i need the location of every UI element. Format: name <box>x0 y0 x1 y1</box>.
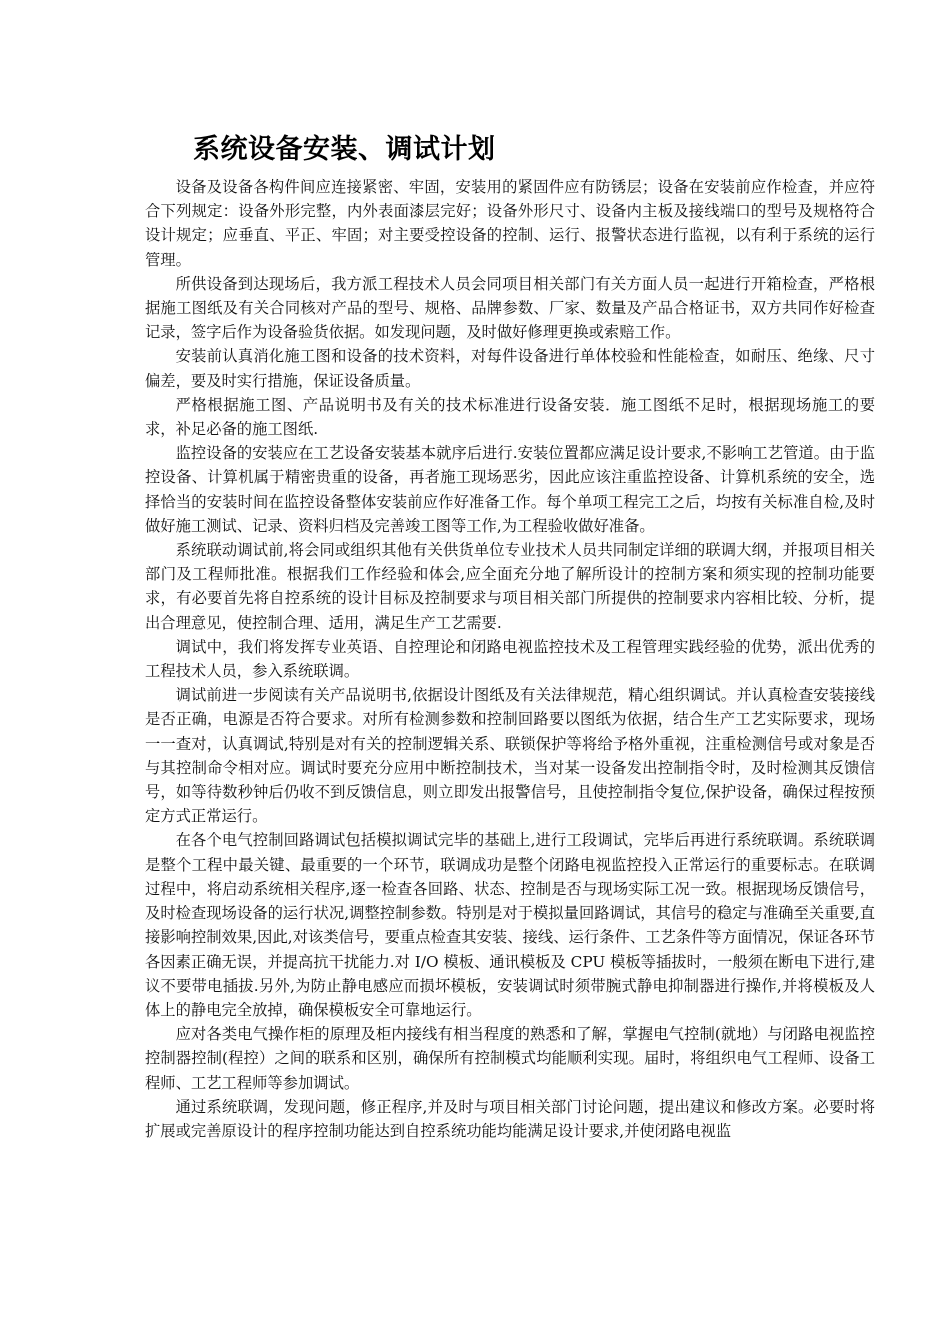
paragraph-install-requirements: 设备及设备各构件间应连接紧密、牢固，安装用的紧固件应有防锈层；设备在安装前应作检查，并应符合下列规定：设备外形完整，内外表面漆层完好；设备外形尺寸、设备内主板及接线端口的型号及规格符合设计规定；应垂直、平正、牢固；对主要受控设备的控制、运行、报警状态进行监视，以有利于系统的运行管理。 <box>145 178 875 269</box>
paragraph-system-joint-debug: 在各个电气控制回路调试包括模拟调试完毕的基础上,进行工段调试，完毕后再进行系统联调。系统联调是整个工程中最关键、最重要的一个环节，联调成功是整个闭路电视监控投入正常运行的重要标志。在联调过程中，将启动系统相关程序,逐一检查各回路、状态、控制是否与现场实际工况一致。根据现场反馈信号，及时检查现场设备的运行状况,调整控制参数。特别是对于模拟量回路调试，其信号的稳定与准确至关重要,直接影响控制效果,因此,对该类信号，要重点检查其安装、接线、运行条件、工艺条件等方面情况，保证各环节各因素正确无误，并提高抗干扰能力.对 I/O 模板、通讯模板及 CPU 模板等插拔时，一般须在断电下进行,建议不要带电插拔.另外,为防止静电感应而损坏模板，安装调试时须带腕式静电抑制器进行操作,并将模板及人体上的静电完全放掉，确保模板安全可靠地运行。 <box>145 831 876 1019</box>
paragraph-linkage-debug-plan: 系统联动调试前,将会同或组织其他有关供货单位专业技术人员共同制定详细的联调大纲，并报项目相关部门及工程师批准。根据我们工作经验和体会,应全面充分地了解所设计的控制方案和须实现的控制功能要求，有必要首先将自控系统的设计目标及控制要求与项目相关部门所提供的控制要求内容相比较、分析，提出合理意见，使控制合理、适用，满足生产工艺需要. <box>145 541 875 632</box>
paragraph-joint-debug-outcome: 通过系统联调，发现问题，修正程序,并及时与项目相关部门讨论问题，提出建议和修改方案。必要时将扩展或完善原设计的程序控制功能达到自控系统功能均能满足设计要求,并使闭路电视监 <box>145 1097 875 1140</box>
document-title: 系统设备安装、调试计划 <box>193 134 496 165</box>
paragraph-monitoring-installation: 监控设备的安装应在工艺设备安装基本就序后进行.安装位置都应满足设计要求,不影响工艺管道。由于监控设备、计算机属于精密贵重的设备，再者施工现场恶劣，因此应该注重监控设备、计算机系统的安全，选择恰当的安装时间在监控设备整体安装前应作好准备工作。每个单项工程完工之后，均按有关标准自检,及时做好施工测试、记录、资料归档及完善竣工图等工作,为工程验收做好准备。 <box>145 444 875 535</box>
paragraph-install-per-drawings: 严格根据施工图、产品说明书及有关的技术标准进行设备安装．施工图纸不足时，根据现场施工的要求，补足必备的施工图纸. <box>145 395 875 439</box>
paragraph-control-cabinets: 应对各类电气操作柜的原理及柜内接线有相当程度的熟悉和了解，掌握电气控制(就地）与闭路电视监控控制器控制(程控）之间的联系和区别，确保所有控制模式均能顺利实现。届时，将组织电气工程师、设备工程师、工艺工程师等参加调试。 <box>145 1025 875 1092</box>
document-body <box>145 175 875 1143</box>
paragraph-unpacking-inspection: 所供设备到达现场后，我方派工程技术人员会同项目相关部门有关方面人员一起进行开箱检查，严格根据施工图纸及有关合同核对产品的型号、规格、品牌参数、厂家、数量及产品合格证书，双方共同作好检查记录，签字后作为设备验货依据。如发现问题，及时做好修理更换或索赔工作。 <box>145 274 875 342</box>
paragraph-debug-preparation: 调试前进一步阅读有关产品说明书,依据设计图纸及有关法律规范，精心组织调试。并认真检查安装接线是否正确，电源是否符合要求。对所有检测参数和控制回路要以图纸为依据，结合生产工艺实际要求，现场一一查对，认真调试,特别是对有关的控制逻辑关系、联锁保护等将给予格外重视，注重检测信号或对象是否与其控制命令相对应。调试时要充分应用中断控制技术，当对某一设备发出控制指令时，及时检测其反馈信号，如等待数秒钟后仍收不到反馈信息，则立即发出报警信号，且使控制指令复位,保护设备，确保过程按预定方式正常运行。 <box>145 686 875 826</box>
paragraph-pre-install-check: 安装前认真消化施工图和设备的技术资料，对每件设备进行单体校验和性能检查，如耐压、绝缘、尺寸偏差，要及时实行措施，保证设备质量。 <box>145 347 875 390</box>
paragraph-debug-team: 调试中，我们将发挥专业英语、自控理论和闭路电视监控技术及工程管理实践经验的优势，派出优秀的工程技术人员，参入系统联调。 <box>145 637 875 681</box>
